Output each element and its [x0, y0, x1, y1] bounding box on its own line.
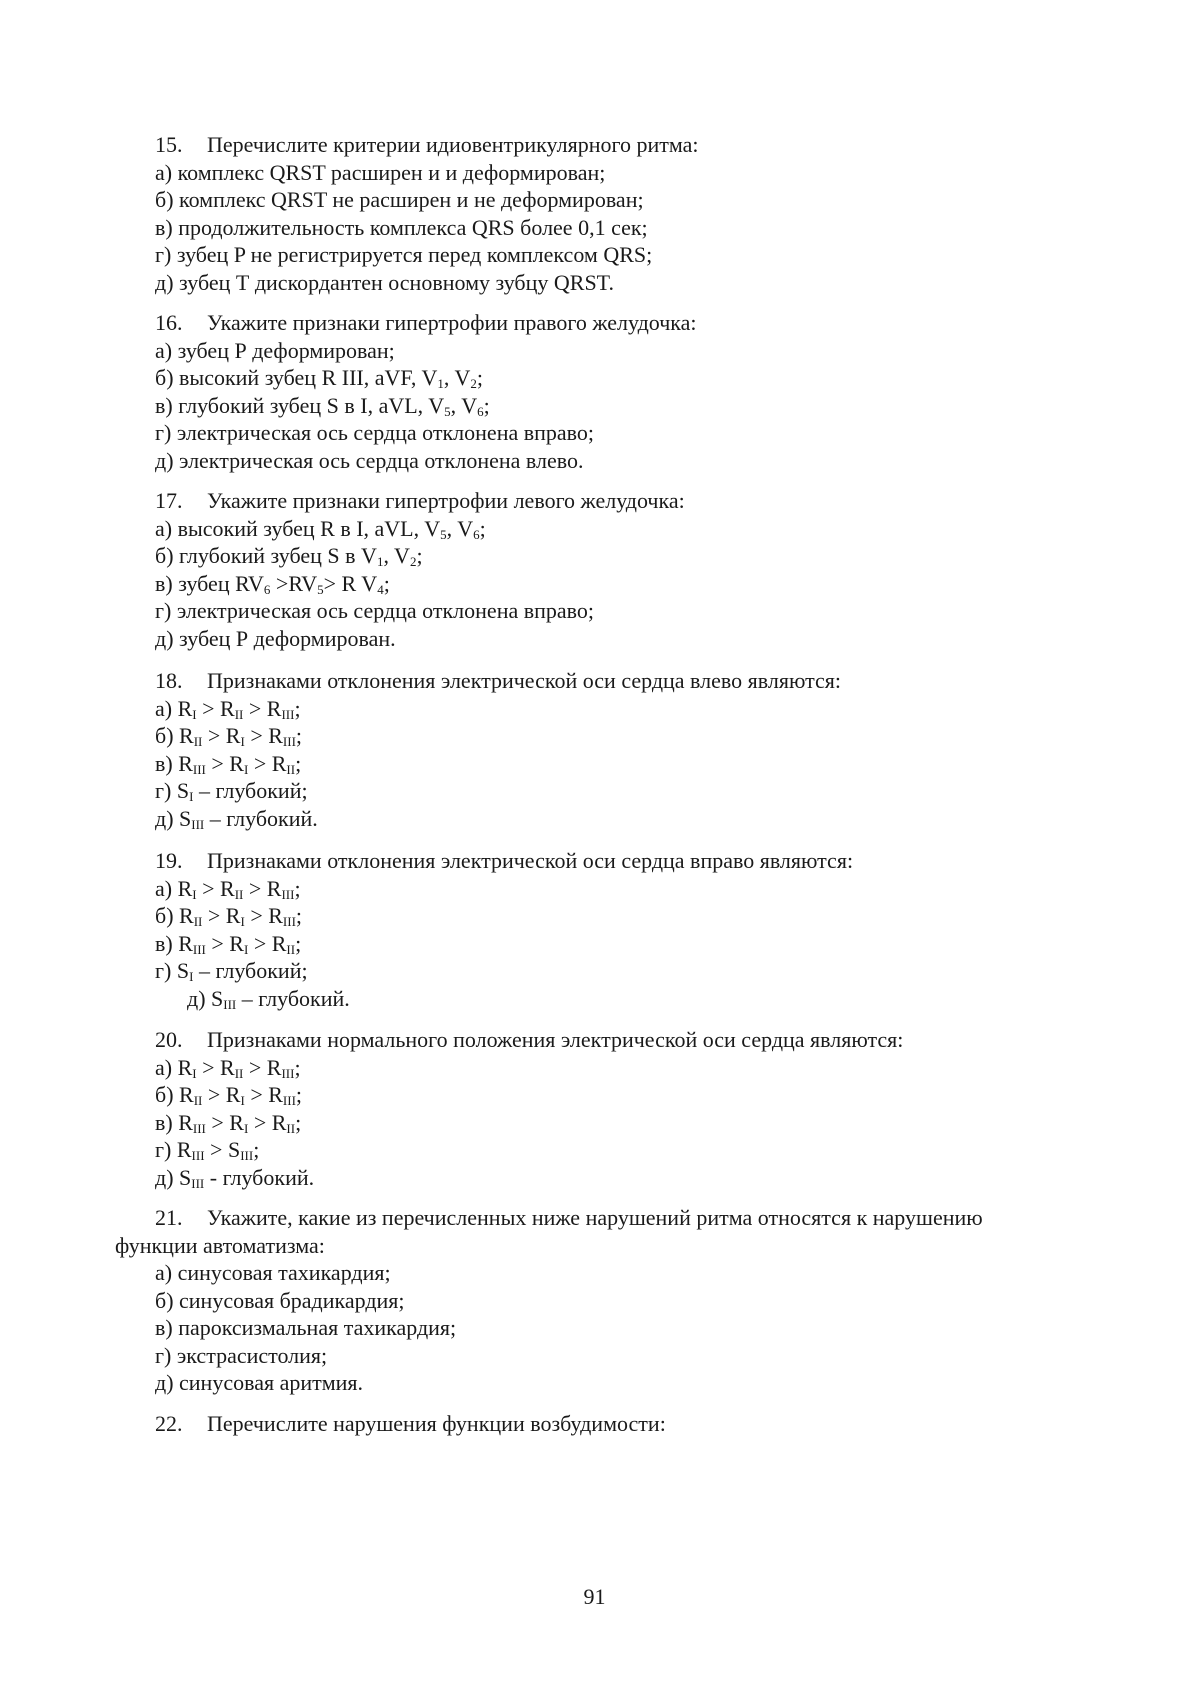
- question-heading: [155, 847, 1075, 875]
- answer-option: д) синусовая аритмия.: [155, 1370, 364, 1395]
- question-heading: [155, 1026, 1075, 1054]
- answer-option: б) синусовая брадикардия;: [155, 1287, 405, 1313]
- answer-option: б) $R_{II} > R_I > R_{III}$;: [155, 1082, 303, 1108]
- answer-option: г) $S_I$ – глубокий;: [155, 958, 308, 984]
- answer-option: г) электрическая ось сердца отклонена вправо;: [155, 598, 595, 623]
- answer-option: а) высокий зубец R в I, aVL, $V_5$, $V_6$;: [155, 515, 486, 542]
- answer-option: а) $R_I > R_{II} > R_{III}$;: [155, 1054, 301, 1081]
- answer-option: г) экстрасистолия;: [155, 1342, 328, 1368]
- answer-option: а) комплекс QRST расширен и и деформирован;: [155, 159, 606, 185]
- question-number: 18.: [155, 668, 183, 693]
- question-22: [155, 1410, 1075, 1438]
- answer-option: д) зубец Т дискордантен основному зубцу QRST.: [155, 269, 614, 295]
- question-text: Перечислите критерии идиовентрикулярного ритма:: [207, 132, 699, 157]
- answer-option: б) $R_{II} > R_I > R_{III}$;: [155, 723, 303, 749]
- question-text: Признаками отклонения электрической оси сердца влево являются:: [207, 668, 841, 693]
- question-number: 16.: [155, 310, 183, 335]
- question-number: 20.: [155, 1027, 183, 1052]
- question-number: 21.: [155, 1205, 183, 1230]
- answer-option: в) зубец $RV_6 >RV_5> R$ $V_4$;: [155, 570, 390, 597]
- question-number: 15.: [155, 132, 183, 157]
- answer-option: б) $R_{II} > R_I > R_{III}$;: [155, 903, 303, 929]
- question-16: [155, 309, 1075, 474]
- answer-option: д) $S_{III}$ – глубокий.: [155, 805, 318, 832]
- answer-option: д) электрическая ось сердца отклонена влево.: [155, 447, 584, 473]
- answer-option: в) $R_{III} > R_I > R_{II}$;: [155, 930, 302, 957]
- page-number: 91: [583, 1584, 606, 1609]
- answer-option: в) $R_{III} > R_I > R_{II}$;: [155, 1109, 302, 1136]
- answer-option: г) $R_{III} > S_{III}$;: [155, 1137, 260, 1163]
- answer-option: г) зубец P не регистрируется перед комплексом QRS;: [155, 242, 653, 267]
- question-text: Перечислите нарушения функции возбудимости:: [207, 1411, 666, 1436]
- answer-option: а) $R_I > R_{II} > R_{III}$;: [155, 875, 301, 902]
- question-20: [155, 1026, 1075, 1191]
- question-heading: [155, 1410, 1075, 1438]
- question-number: 22.: [155, 1411, 183, 1436]
- answer-option: а) $R_I > R_{II} > R_{III}$;: [155, 695, 301, 722]
- question-19: [155, 847, 1075, 1012]
- answer-option: а) синусовая тахикардия;: [155, 1260, 391, 1285]
- question-text: Укажите признаки гипертрофии левого желудочка:: [207, 488, 685, 513]
- answer-option: б) комплекс QRST не расширен и не деформирован;: [155, 187, 644, 212]
- question-number: 19.: [155, 848, 183, 873]
- question-17: [155, 487, 1075, 652]
- question-text: Признаками нормального положения электрической оси сердца являются:: [207, 1027, 904, 1052]
- question-text: Признаками отклонения электрической оси сердца вправо являются:: [207, 848, 854, 873]
- answer-option: д) $S_{III}$ - глубокий.: [155, 1164, 315, 1191]
- answer-option: б) глубокий зубец S в $V_1$, $V_2$;: [155, 543, 423, 569]
- question-heading: [155, 1204, 1075, 1232]
- answer-option: а) зубец Р деформирован;: [155, 337, 395, 363]
- question-21: [115, 1204, 1075, 1397]
- question-heading: [155, 309, 1075, 337]
- question-heading: [155, 131, 1075, 159]
- answer-option: б) высокий зубец R III, aVF, $V_1$, $V_2$;: [155, 365, 483, 391]
- answer-option: в) глубокий зубец S в I, aVL, $V_5$, $V_6$;: [155, 392, 490, 419]
- question-text: Укажите признаки гипертрофии правого желудочка:: [207, 310, 697, 335]
- question-15: [155, 131, 1075, 296]
- answer-option: в) продолжительность комплекса QRS более 0,1 сек;: [155, 214, 648, 240]
- answer-option: д) $S_{III}$ – глубокий.: [187, 985, 350, 1012]
- question-heading: [155, 667, 1075, 695]
- question-heading: [155, 487, 1075, 515]
- question-number: 17.: [155, 488, 183, 513]
- answer-option: в) $R_{III} > R_I > R_{II}$;: [155, 750, 302, 777]
- question-text-continuation: функции автоматизма:: [115, 1232, 325, 1258]
- answer-option: д) зубец Р деформирован.: [155, 625, 396, 651]
- answer-option: г) $S_I$ – глубокий;: [155, 778, 308, 804]
- question-text: Укажите, какие из перечисленных ниже нарушений ритма относятся к нарушению: [207, 1205, 983, 1230]
- answer-option: в) пароксизмальная тахикардия;: [155, 1315, 457, 1340]
- answer-option: г) электрическая ось сердца отклонена вправо;: [155, 420, 595, 445]
- question-18: [155, 667, 1075, 832]
